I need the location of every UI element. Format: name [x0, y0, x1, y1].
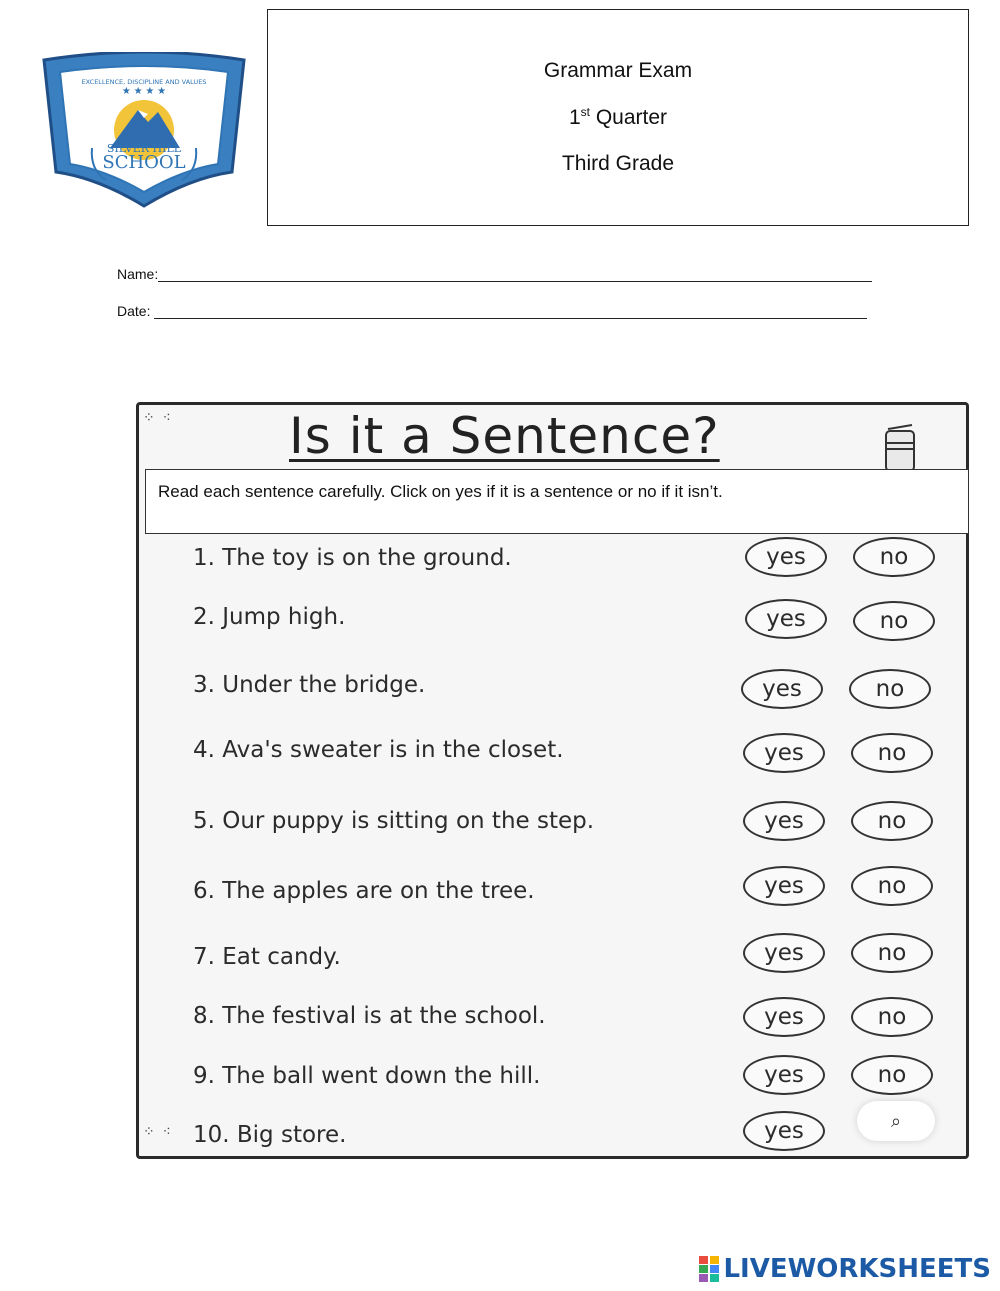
- sentence-item: 4. Ava's sweater is in the closet.: [193, 737, 564, 763]
- yes-button[interactable]: yes: [745, 599, 827, 639]
- no-button[interactable]: no: [851, 1055, 933, 1095]
- school-logo: [40, 52, 248, 208]
- sentence-item: 9. The ball went down the hill.: [193, 1063, 541, 1089]
- name-field: [117, 266, 872, 282]
- yes-button[interactable]: yes: [741, 669, 823, 709]
- logo-name-line1: SILVER HILL: [106, 142, 182, 155]
- sentence-item: 10. Big store.: [193, 1122, 347, 1148]
- instructions-box: Read each sentence carefully. Click on yes if it is a sentence or no if it isn’t.: [145, 469, 969, 534]
- no-button[interactable]: no: [851, 733, 933, 773]
- liveworksheets-wordmark: LIVEWORKSHEETS: [723, 1254, 991, 1284]
- yes-button[interactable]: yes: [743, 1055, 825, 1095]
- no-button[interactable]: no: [851, 997, 933, 1037]
- exam-header-box: [267, 9, 969, 226]
- exam-quarter: 1st Quarter: [568, 105, 668, 129]
- yes-button[interactable]: yes: [745, 537, 827, 577]
- no-button[interactable]: no: [851, 866, 933, 906]
- sentence-item: 7. Eat candy.: [193, 944, 341, 970]
- sentence-item: 2. Jump high.: [193, 604, 346, 630]
- yes-button[interactable]: yes: [743, 801, 825, 841]
- name-line: [158, 267, 872, 282]
- date-line: [154, 304, 867, 319]
- yes-button[interactable]: yes: [743, 733, 825, 773]
- sentence-item: 6. The apples are on the tree.: [193, 878, 535, 904]
- zoom-icon[interactable]: ⌕: [857, 1101, 935, 1141]
- pencil-icon: [874, 421, 926, 473]
- no-button[interactable]: no: [851, 801, 933, 841]
- no-button[interactable]: no: [851, 933, 933, 973]
- svg-text:★ ★ ★ ★: ★ ★ ★ ★: [121, 86, 167, 97]
- no-button[interactable]: no: [853, 537, 935, 577]
- yes-button[interactable]: yes: [743, 1111, 825, 1151]
- sentence-item: 5. Our puppy is sitting on the step.: [193, 808, 595, 834]
- liveworksheets-logo-icon: [699, 1256, 719, 1282]
- date-label: Date:: [117, 303, 151, 319]
- name-label: Name:: [117, 266, 159, 282]
- date-field: [117, 303, 867, 319]
- exam-title: Grammar Exam: [543, 59, 693, 82]
- logo-motto: EXCELLENCE, DISCIPLINE AND VALUES: [81, 78, 207, 86]
- corner-dots-bottom-left: ⁘ ⁖: [143, 1123, 173, 1139]
- worksheet-title: Is it a Sentence?: [289, 407, 720, 465]
- sentence-item: 8. The festival is at the school.: [193, 1003, 546, 1029]
- no-button[interactable]: no: [853, 601, 935, 641]
- yes-button[interactable]: yes: [743, 997, 825, 1037]
- exam-grade: Third Grade: [561, 152, 675, 175]
- yes-button[interactable]: yes: [743, 933, 825, 973]
- logo-name-line2: SCHOOL: [102, 152, 186, 173]
- liveworksheets-brand[interactable]: [699, 1254, 991, 1286]
- corner-dots-top-left: ⁘ ⁖: [143, 409, 173, 425]
- sentence-item: 3. Under the bridge.: [193, 672, 426, 698]
- yes-button[interactable]: yes: [743, 866, 825, 906]
- sentence-item: 1. The toy is on the ground.: [193, 545, 512, 571]
- no-button[interactable]: no: [849, 669, 931, 709]
